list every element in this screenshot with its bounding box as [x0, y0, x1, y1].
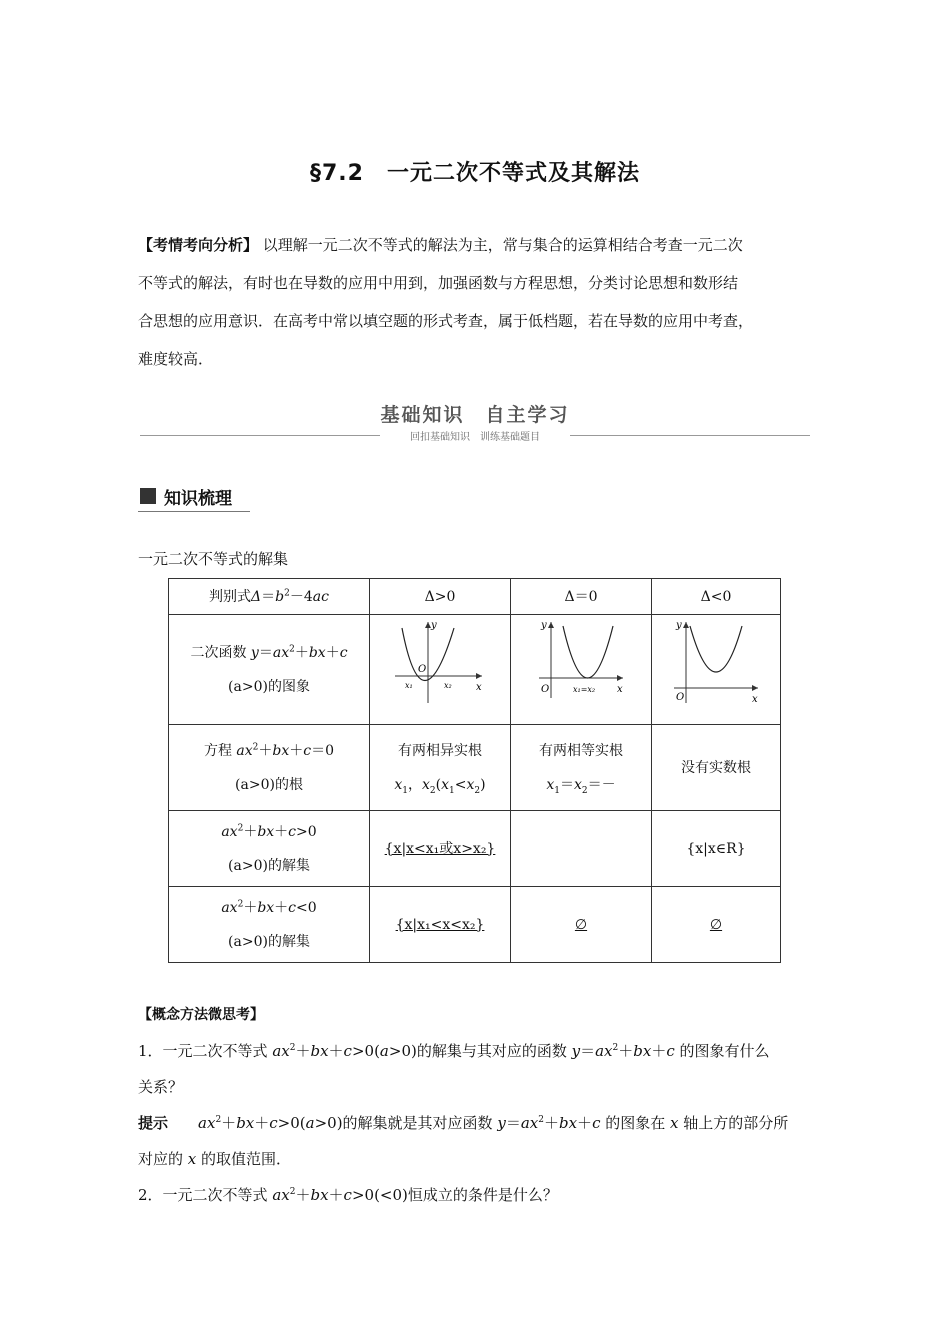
roots-equal: 有两相等实根 $x_1=x_2=-$ — [511, 725, 652, 811]
table-heading: 一元二次不等式的解集 — [138, 550, 289, 568]
graph-double-root — [511, 615, 652, 725]
header-zero: Δ＝0 — [511, 579, 652, 615]
heading-square-icon — [140, 488, 156, 504]
svg-text:x: x — [617, 684, 623, 695]
graph-two-roots — [370, 615, 511, 725]
solution-less-zero: ∅ — [511, 887, 652, 963]
svg-text:x: x — [752, 694, 758, 705]
svg-text:y: y — [431, 620, 437, 631]
parabola-double-root-graph — [531, 618, 631, 708]
concept-label: 【概念方法微思考】 — [138, 1007, 264, 1023]
question-1: 1．一元二次不等式 $ax^2+bx+c>0(a>0)$的解集与其对应的函数 $y=ax^2+bx+c$ 的图象有什么 — [138, 1042, 770, 1060]
analysis-line-1 — [138, 230, 818, 260]
solution-less-positive: {x|x₁<x<x₂} — [370, 887, 511, 963]
analysis-text-4: 难度较高． — [138, 350, 214, 368]
roots-distinct: 有两相异实根 $x_1$，$x_2(x_1<x_2)$ — [370, 725, 511, 811]
header-negative: Δ<0 — [652, 579, 781, 615]
analysis-label: 【考情考向分析】 — [138, 236, 259, 254]
svg-text:O: O — [418, 664, 427, 675]
graph-no-root — [652, 615, 781, 725]
svg-text:O: O — [541, 684, 550, 695]
knowledge-heading: 知识梳理 — [164, 489, 232, 509]
hint-1: 提示 $ax^2+bx+c>0(a>0)$的解集就是其对应函数 $y=ax^2+bx+c$ 的图象在 x 轴上方的部分所 — [138, 1114, 789, 1132]
svg-text:O: O — [676, 692, 685, 703]
solution-greater-zero — [511, 811, 652, 887]
page-title: §7.2 一元二次不等式及其解法 — [310, 161, 640, 186]
analysis-text-2: 不等式的解法，有时也在导数的应用中用到，加强函数与方程思想，分类讨论思想和数形结 — [138, 274, 739, 292]
hint-1-cont: 对应的 x 的取值范围． — [138, 1150, 292, 1168]
table-row — [169, 887, 781, 963]
analysis-text-3: 合思想的应用意识．在高考中常以填空题的形式考查，属于低档题，若在导数的应用中考查， — [138, 312, 754, 330]
solution-greater-negative: {x|x∈R} — [652, 811, 781, 887]
header-discriminant: 判别式$\Delta=b^2-4ac$ — [169, 579, 370, 615]
svg-text:x₁=x₂: x₁=x₂ — [573, 685, 596, 694]
section-subtitle: 回扣基础知识 训练基础题目 — [410, 432, 540, 443]
svg-text:x₁: x₁ — [405, 681, 413, 690]
svg-text:y: y — [676, 620, 682, 631]
question-2: 2．一元二次不等式 $ax^2+bx+c>0(<0)$恒成立的条件是什么？ — [138, 1186, 558, 1204]
row-equation-label: 方程 $ax^2+bx+c=0$ (a>0)的根 — [169, 725, 370, 811]
parabola-no-root-graph — [666, 618, 766, 708]
roots-none: 没有实数根 — [652, 725, 781, 811]
heading-underline — [138, 511, 250, 512]
row-less-label: $ax^2+bx+c<0$ (a>0)的解集 — [169, 887, 370, 963]
svg-text:y: y — [541, 620, 547, 631]
question-1-cont: 关系？ — [138, 1078, 184, 1096]
table-row — [169, 579, 781, 615]
header-positive: Δ>0 — [370, 579, 511, 615]
table-row — [169, 811, 781, 887]
solution-greater-positive: {x|x<x₁或x>x₂} — [370, 811, 511, 887]
table-row — [169, 725, 781, 811]
solution-table — [168, 578, 781, 963]
svg-text:x₂: x₂ — [444, 681, 452, 690]
parabola-two-roots-graph — [390, 618, 490, 708]
section-title: 基础知识 自主学习 — [380, 404, 570, 426]
table-row — [169, 615, 781, 725]
solution-less-negative: ∅ — [652, 887, 781, 963]
analysis-text-1: 以理解一元二次不等式的解法为主，常与集合的运算相结合考查一元二次 — [262, 236, 743, 254]
row-greater-label: $ax^2+bx+c>0$ (a>0)的解集 — [169, 811, 370, 887]
svg-text:x: x — [476, 682, 482, 693]
row-function-label: 二次函数 $y=ax^2+bx+c$ (a>0)的图象 — [169, 615, 370, 725]
